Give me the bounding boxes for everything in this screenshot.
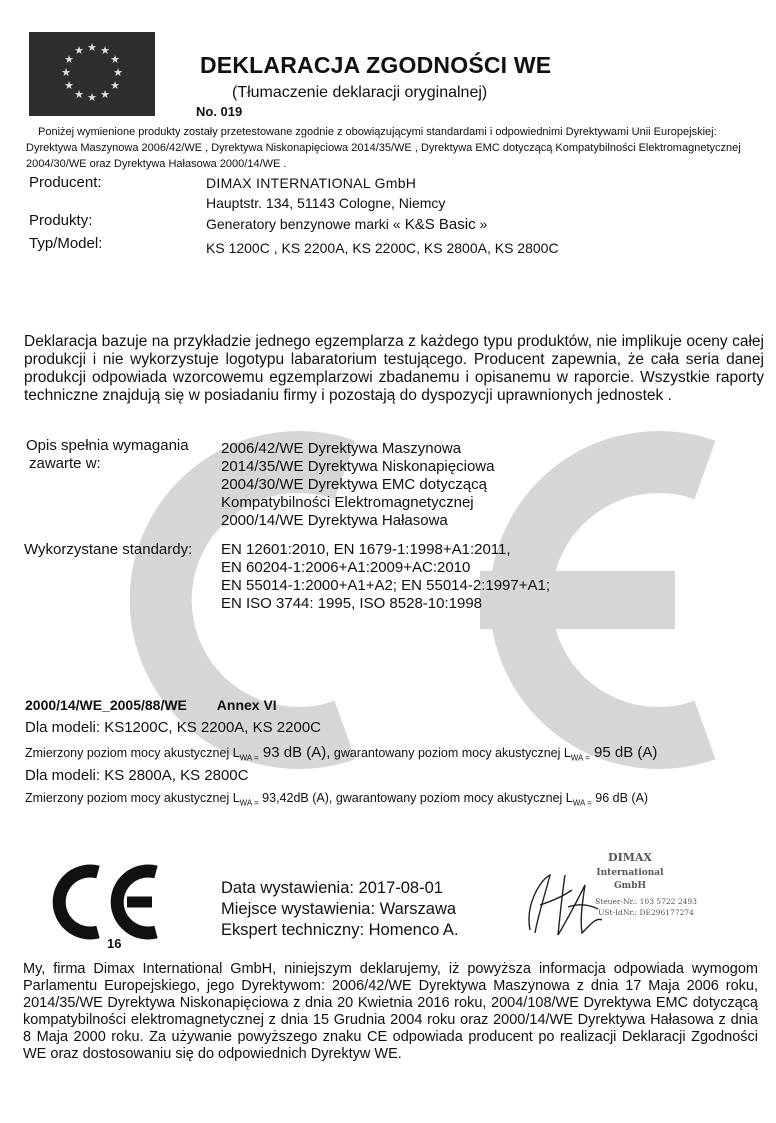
measured-value: 93,42dB (A), <box>258 791 333 805</box>
standards-list <box>221 541 550 613</box>
products-suffix: » <box>475 216 488 232</box>
noise-group1-models: Dla modeli: KS1200C, KS 2200A, KS 2200C <box>25 719 322 736</box>
svg-text:★: ★ <box>100 44 110 57</box>
svg-text:★: ★ <box>74 44 84 57</box>
svg-text:★: ★ <box>74 88 84 101</box>
standards-line: EN 60204-1:2006+A1:2009+AC:2010 <box>221 559 471 576</box>
producer-label: Producent: <box>29 174 102 191</box>
requirements-item: 2006/42/WE Dyrektywa Maszynowa <box>221 440 462 457</box>
products-brand: K&S Basic <box>400 216 476 233</box>
document-subtitle: (Tłumaczenie deklaracji oryginalnej) <box>232 84 488 101</box>
svg-text:★: ★ <box>61 66 71 79</box>
stamp-line: GmbH <box>613 881 647 891</box>
guaranteed-label: gwarantowany poziom mocy akustycznej L <box>332 791 573 805</box>
producer-address: Hauptstr. 134, 51143 Cologne, Niemcy <box>206 195 446 211</box>
eu-flag-logo <box>29 32 155 116</box>
measured-label: Zmierzony poziom mocy akustycznej L <box>25 791 240 805</box>
stamp-line: International <box>596 868 664 878</box>
noise-directive: 2000/14/WE_2005/88/WE <box>25 697 187 713</box>
lwa-subscript: WA = <box>239 798 259 808</box>
declaration-paragraph: Deklaracja bazuje na przykładzie jednego egzemplarza z każdego typu produktów, nie implikuje oceny całej produkcji i nie wykorzystuje logotypu labaratorium testującego. Producent zapewnia, że cała seria danej produkcji odpowiada wzorcowemu egzemplarzowi zbadanemu i opisanemu w raporcie. Wszystkie raporty techniczne znajdują się w posiadaniu firmy i pozostają do dyspozycji uprawnionych jednostek . <box>24 333 764 404</box>
stamp-line: USt-IdNr.: DE296177274 <box>598 908 694 917</box>
svg-text:★: ★ <box>64 79 74 92</box>
eu-stars-icon <box>29 32 155 116</box>
svg-text:★: ★ <box>113 66 123 79</box>
requirements-item: 2004/30/WE Dyrektywa EMC dotyczącą <box>221 476 487 493</box>
requirements-item: 2000/14/WE Dyrektywa Hałasowa <box>221 512 448 529</box>
requirements-item: 2014/35/WE Dyrektywa Niskonapięciowa <box>221 458 495 475</box>
measured-label: Zmierzony poziom mocy akustycznej L <box>25 746 240 760</box>
model-label: Typ/Model: <box>29 235 103 252</box>
standards-label: Wykorzystane standardy: <box>24 541 193 558</box>
producer-name: DIMAX INTERNATIONAL GmbH <box>206 175 417 191</box>
document-number: No. 019 <box>196 104 243 119</box>
issue-expert: Ekspert techniczny: Homenco A. <box>221 921 459 939</box>
final-statement: My, firma Dimax International GmbH, niniejszym deklarujemy, iż powyższa informacja odpowiada wymogom Parlamentu Europejskiego, jego Dyrektywom: 2006/42/WE Dyrektywa Maszynowa z dnia 17 Maja 2006 roku, 2014/35/WE Dyrektywa Niskonapięciowa z dnia 20 Kwietnia 2016 roku, 2004/108/WE Dyrektywa EMC dotyczącą kompatybilności elektromagnetycznej z dnia 15 Grudnia 2004 roku oraz 2000/14/WE Dyrektywa Hałasowa z dnia 8 Maja 2000 roku. Za używanie powyższego znaku CE odpowiada producent po realizacji Deklaracji Zgodności WE oraz dostosowaniu się do odpowiednich Dyrektyw WE. <box>23 961 758 1062</box>
svg-text:★: ★ <box>87 41 97 54</box>
issue-date: Data wystawienia: 2017-08-01 <box>221 879 443 897</box>
requirements-list <box>221 440 494 530</box>
lwa-subscript: WA = <box>239 753 259 763</box>
document-title: DEKLARACJA ZGODNOŚCI WE <box>200 52 552 78</box>
noise-annex: Annex VI <box>216 697 277 713</box>
requirements-label-line1: Opis spełnia wymagania <box>26 437 189 454</box>
standards-line: EN 12601:2010, EN 1679-1:1998+A1:2011, <box>221 541 511 558</box>
stamp-line: DIMAX <box>608 851 652 864</box>
intro-text: Poniżej wymienione produkty zostały przetestowane zgodnie z obowiązującymi standardami i odpowiednimi Dyrektywami Unii Europejskiej: Dyrektywa Maszynowa 2006/42/WE , Dyrektywa Niskonapięciowa 2014/35/WE , Dyrektywa EMC dotyczącą Kompatybilności Elektromagnetycznej 2004/30/WE oraz Dyrektywa Hałasowa 2000/14/WE . <box>26 126 741 170</box>
svg-text:★: ★ <box>100 88 110 101</box>
noise-group1-values <box>25 744 657 763</box>
svg-text:★: ★ <box>64 53 74 66</box>
products-value <box>206 216 487 233</box>
guaranteed-value: 96 dB (A) <box>591 791 649 805</box>
ce-mark-icon <box>52 862 162 942</box>
signature <box>529 875 602 935</box>
guaranteed-label: gwarantowany poziom mocy akustycznej L <box>330 746 571 760</box>
issue-place: Miejsce wystawienia: Warszawa <box>221 900 457 918</box>
noise-directive-line <box>25 697 277 713</box>
lwa-subscript: WA = <box>570 753 590 763</box>
issue-info <box>221 878 459 941</box>
model-value: KS 1200C , KS 2200A, KS 2200C, KS 2800A, KS 2800C <box>206 240 559 256</box>
lwa-subscript: WA = <box>572 798 592 808</box>
products-prefix: Generatory benzynowe marki « <box>206 216 401 232</box>
requirements-item: Kompatybilności Elektromagnetycznej <box>221 494 474 511</box>
products-label: Produkty: <box>29 212 93 229</box>
requirements-label-line2: zawarte w: <box>29 455 101 472</box>
noise-group2-values <box>25 791 648 808</box>
stamp-line: Steuer-Nr.: 103 5722 2493 <box>595 897 697 906</box>
svg-text:★: ★ <box>110 79 120 92</box>
svg-text:★: ★ <box>87 91 97 104</box>
company-stamp <box>510 845 730 945</box>
measured-value: 93 dB (A), <box>258 744 331 761</box>
requirements-label <box>26 437 189 473</box>
ce-notified-body-number: 16 <box>107 936 122 951</box>
guaranteed-value: 95 dB (A) <box>589 744 658 761</box>
noise-group2-models: Dla modeli: KS 2800A, KS 2800C <box>25 767 249 784</box>
standards-line: EN ISO 3744: 1995, ISO 8528-10:1998 <box>221 595 483 612</box>
standards-line: EN 55014-1:2000+A1+A2; EN 55014-2:1997+A1; <box>221 577 551 594</box>
svg-text:★: ★ <box>110 53 120 66</box>
